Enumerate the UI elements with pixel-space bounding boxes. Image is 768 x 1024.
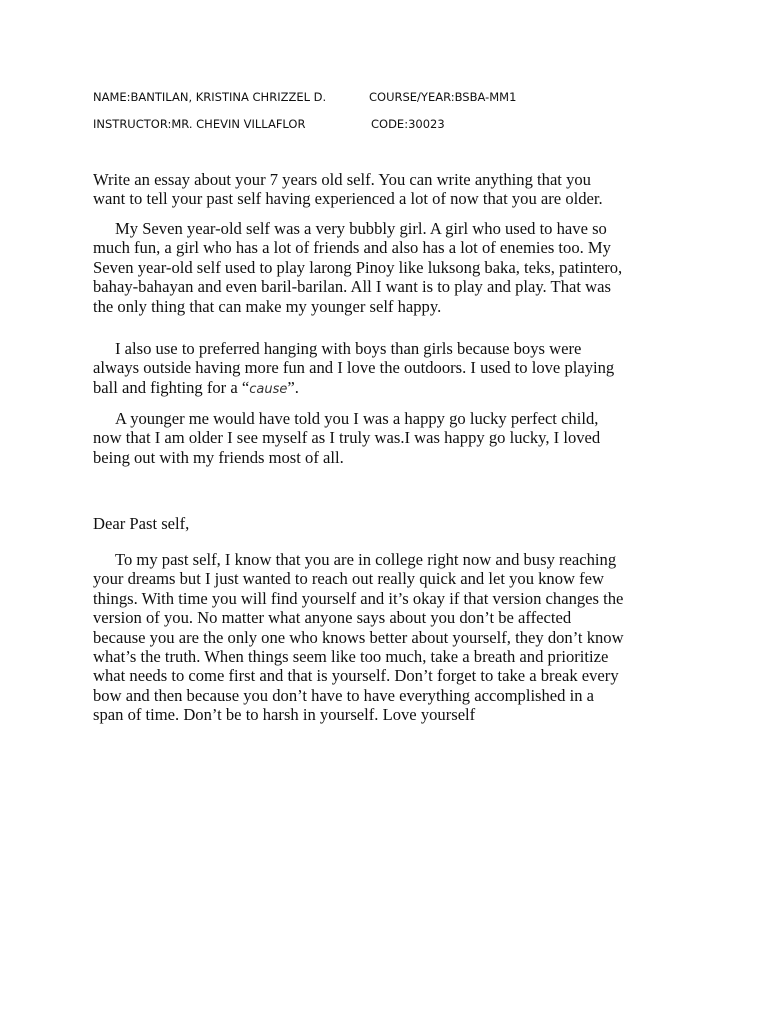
paragraph-line: being out with my friends most of all.: [93, 447, 344, 467]
letter-line: version of you. No matter what anyone says about you don’t be affected: [93, 608, 572, 628]
line-suffix: ”.: [287, 377, 299, 397]
essay-paragraph-1: [93, 219, 683, 316]
paragraph-line: A younger me would have told you I was a happy go lucky perfect child,: [115, 409, 599, 428]
paragraph-line: Seven year-old self used to play larong Pinoy like luksong baka, teks, patintero,: [93, 257, 623, 277]
paragraph-line: now that I am older I see myself as I truly was.I was happy go lucky, I loved: [93, 428, 601, 448]
student-name: NAME:BANTILAN, KRISTINA CHRIZZEL D.: [93, 90, 327, 104]
letter-body: [93, 550, 683, 725]
letter-line: bow and then because you don’t have to have everything accomplished in a: [93, 685, 595, 705]
prompt-line: Write an essay about your 7 years old self. You can write anything that you: [93, 170, 591, 189]
course-code: CODE:30023: [371, 117, 445, 131]
letter-line: things. With time you will find yourself and it’s okay if that version changes the: [93, 588, 624, 608]
letter-line: span of time. Don’t be to harsh in yourself. Love yourself: [93, 705, 476, 725]
paragraph-line: I also use to preferred hanging with boys than girls because boys were: [115, 339, 582, 358]
essay-paragraph-3: [93, 409, 683, 467]
essay-prompt: [93, 170, 683, 209]
letter-greeting: Dear Past self,: [93, 514, 190, 533]
paragraph-line: the only thing that can make my younger self happy.: [93, 296, 442, 316]
paragraph-line: bahay-bahayan and even baril-barilan. All I want is to play and play. That was: [93, 277, 611, 297]
header-row-1: [93, 90, 517, 104]
course-year: COURSE/YEAR:BSBA-MM1: [369, 90, 517, 104]
header-row-2: [93, 117, 445, 131]
paragraph-line: much fun, a girl who has a lot of friends and also has a lot of enemies too. My: [93, 238, 611, 258]
letter-line: what needs to come first and that is yourself. Don’t forget to take a break every: [93, 666, 619, 686]
essay-paragraph-2: [93, 339, 683, 399]
line-prefix: ball and fighting for a “: [93, 377, 250, 397]
letter-line: because you are the only one who knows better about yourself, they don’t know: [93, 627, 624, 647]
paragraph-line-last: [93, 378, 683, 399]
prompt-line: want to tell your past self having experienced a lot of now that you are older.: [93, 189, 603, 209]
letter-line: what’s the truth. When things seem like too much, take a breath and prioritize: [93, 647, 609, 667]
letter-line: To my past self, I know that you are in college right now and busy reaching: [115, 550, 617, 569]
paragraph-line: always outside having more fun and I love the outdoors. I used to love playing: [93, 358, 615, 378]
paragraph-line: My Seven year-old self was a very bubbly girl. A girl who used to have so: [115, 219, 607, 238]
cause-word: cause: [249, 381, 288, 397]
letter-line: your dreams but I just wanted to reach out really quick and let you know few: [93, 569, 605, 589]
instructor-name: INSTRUCTOR:MR. CHEVIN VILLAFLOR: [93, 117, 306, 131]
